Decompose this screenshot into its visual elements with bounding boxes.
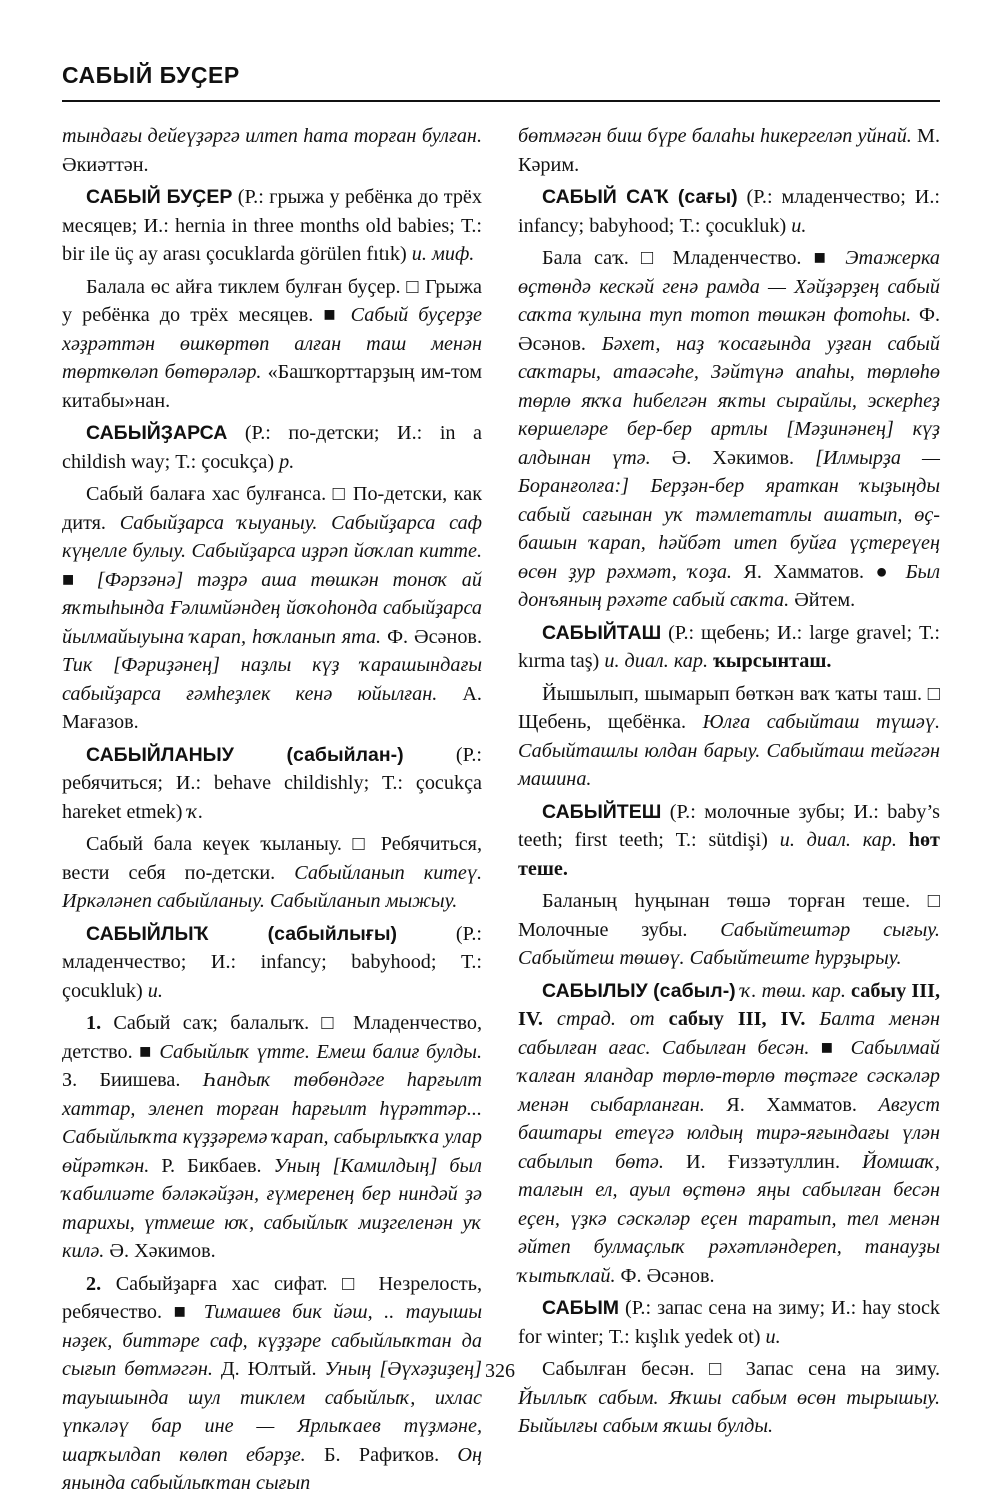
entry-sabylyu bbox=[518, 977, 940, 1291]
source: Д. Юлтый. bbox=[212, 1358, 325, 1380]
example-text: Йыллыҡ сабым. Яҡшы сабым өсөн тырышыу. Быйылғы сабым яҡшы булды. bbox=[518, 1386, 940, 1437]
right-column bbox=[518, 122, 940, 1445]
entry-sabyi-buser bbox=[62, 183, 482, 269]
translations: (Р.: ребячиться; И.: behave childishly; Т.: çocukça hareket etmek) bbox=[62, 743, 482, 823]
example-text: Сабылмай ҡалған яландар төрлө-төрлө төҫтәге сәскәләр менән сыбарланған. bbox=[518, 1036, 940, 1116]
example-text: Балта менән сабылған ағас. Сабылған бесән. bbox=[518, 1008, 940, 1059]
definition: Сабылған бесән. □ Запас сена на зиму. bbox=[542, 1358, 940, 1380]
example-text: Тик [Фәриҙәнең] наҙлы күҙ ҡарашындағы сабыйҙарса ғәмһеҙлек кенә юйылған. bbox=[62, 654, 482, 705]
example-text: [Илмырҙа — Боранғолға:] Берҙән-бер яраткан ҡыҙыңды сабый сағынан уҡ тәмлетатлы ашатып, өҫ-башын ҡарап, һәйбәт итеп буйға үҫтереүең өсөн ҙур рәхмәт, ҡоҙа. bbox=[518, 446, 940, 583]
example-text: тындағы дейеүҙәргә илтеп һата торған булған. bbox=[62, 125, 482, 147]
example-text: [Фәрзәнә] тәҙрә аша төшкән тоноҡ ай яҡтыһында Ғәлимйәндең йоҡоһонда сабыйҙарса йылмайыуына ҡарап, һоҡланып ята. bbox=[62, 568, 482, 648]
entry-sabyitesh bbox=[518, 798, 940, 884]
cross-reference: ҡырсынташ. bbox=[708, 650, 832, 672]
example-text: Тимашев бик йәш, .. тауышы нәҙек, биттәре саф, күҙҙәре сабыйлыҡтан да сығып бөтмәгән. bbox=[62, 1301, 482, 1380]
definition: Сабый бала кеүек ҡыланыу. □ Ребячиться, вести себя по-детски. bbox=[62, 833, 482, 884]
translations: (Р.: младенчество; И.: infancy; babyhood; Т.: çocukluk) bbox=[62, 922, 482, 1002]
translations: (Р.: по-детски; И.: in a childish way; Т.: çocukça) bbox=[62, 422, 482, 473]
marker: ■ bbox=[809, 1036, 851, 1059]
page-number: 326 bbox=[485, 1360, 515, 1382]
cross-reference: сабыу III, IV. bbox=[654, 1008, 806, 1030]
example-text: Бәхет, наҙ ҡосағында уҙған сабый саҡтары, атаәсәһе, Зәйтүнә апаһы, төрлөһө төрлө яҡҡа һибелгән яҡты сырайлы, эскерһеҙ көршеләре бер-бер артлы [Мәҙинәнең] күҙ алдынан үтә. bbox=[518, 332, 941, 469]
source: Я. Хамматов. bbox=[704, 1093, 879, 1116]
example-text: Уның [Әүхәҙиҙең] тауышында шул тиклем сабыйлыҡ, ихлас үпкәләү бар ине — Ярлыҡаев түҙмәне, шарҡылдап көлөп ебәрҙе. bbox=[62, 1358, 482, 1466]
entry-sabyi-sak bbox=[518, 183, 940, 240]
example-text: Уның [Камилдың] был ҡабилиәте бәләкәйҙән, ғүмеренең бер ниндәй ҙә тарихы, үтмеше юҡ, сабыйлыҡ миҙгеленән уҡ килә. bbox=[62, 1154, 482, 1262]
marker: ■ bbox=[62, 568, 97, 591]
source: М. Кәрим. bbox=[518, 125, 940, 176]
example-text: Этажерка өҫтөндә кескәй генә рамда — Хәйҙәрҙең сабый саҡта ҡулына туп тотоп төшкән фотоһы. bbox=[518, 247, 940, 326]
source: Ә. Хәкимов. bbox=[650, 446, 816, 469]
headword: САБЫМ bbox=[542, 1297, 620, 1319]
headword: САБЫЙ САҠ (сағы) bbox=[542, 186, 738, 208]
entry-body bbox=[518, 680, 940, 794]
grammar-label: ҡ. төш. кар. bbox=[735, 979, 846, 1002]
source: Ф. Әсәнов. bbox=[518, 304, 940, 355]
entry-sabyilanyu bbox=[62, 741, 482, 827]
source: Ф. Әсәнов. bbox=[381, 625, 482, 648]
grammar-label: и. bbox=[147, 979, 163, 1002]
sense-number: 2. bbox=[86, 1272, 102, 1295]
example-text: Юлға сабыйташ түшәү. Сабыйташлы юлдан барыу. Сабыйташ тейәгән машина. bbox=[518, 711, 940, 790]
source: «Башҡорттарҙың им-том китабы»нан. bbox=[62, 361, 482, 412]
entry-body bbox=[518, 244, 940, 615]
entry-sabyitash bbox=[518, 619, 940, 676]
definition: Сабый балаға хас булғанса. □ По-детски, как дитя. bbox=[62, 483, 482, 534]
entry-continuation bbox=[518, 122, 940, 179]
example-text: Сабыйлыҡ үтте. Емеш балиғ булды. bbox=[159, 1040, 483, 1063]
grammar-label: и. миф. bbox=[411, 243, 475, 265]
header-rule bbox=[62, 100, 940, 102]
grammar-label: и. диал. кар. bbox=[779, 829, 897, 851]
headword: САБЫЙЛАНЫУ (сабыйлан-) bbox=[86, 743, 404, 766]
entry-body bbox=[62, 480, 482, 737]
running-header bbox=[62, 62, 940, 89]
grammar-label: и. диал. кар. bbox=[604, 650, 709, 672]
sense-1 bbox=[62, 1009, 482, 1266]
source: Б. Рафиҡов. bbox=[305, 1443, 458, 1466]
headword: САБЫЙТАШ bbox=[542, 621, 662, 644]
source: А. Мағазов. bbox=[62, 682, 482, 733]
headword: САБЫЙҘАРСА bbox=[86, 422, 228, 444]
translations: (Р.: молочные зубы; И.: baby’s teeth; first teeth; Т.: sütdişi) bbox=[518, 800, 940, 851]
example-text: Сабыйланып китеү. Иркәләнеп сабыйланыу. Сабыйланып мыжыу. bbox=[62, 861, 482, 912]
grammar-label: р. bbox=[279, 450, 295, 473]
example-text: бөтмәгән биш бүре балаһы һикергеләп уйнай. bbox=[518, 125, 912, 147]
running-title: САБЫЙ БУҪЕР bbox=[62, 62, 240, 88]
source: Әкиәттән. bbox=[62, 153, 149, 176]
grammar-label: и. bbox=[765, 1325, 781, 1348]
cross-reference: сабыу III, IV. bbox=[518, 979, 941, 1030]
example-text: Сабый буҫерҙе хәҙрәттән өшкөртөп алған таш менән төрткөләп бөтөрәләр. bbox=[62, 304, 482, 383]
translations: (Р.: запас сена на зиму; И.: hay stock for winter; Т.: kışlık yedek ot) bbox=[518, 1297, 940, 1348]
translations: (Р.: младенчество; И.: infancy; babyhood; Т.: çocukluk) bbox=[518, 186, 940, 237]
source: Әйтем. bbox=[789, 589, 856, 611]
example-text: Был донъяның рәхәте сабый саҡта. bbox=[518, 560, 940, 611]
definition: Балала өс айға тиклем булған буҫер. □ Грыжа у ребёнка до трёх месяцев. ■ bbox=[62, 275, 482, 326]
grammar-label: и. bbox=[791, 214, 807, 237]
entry-sabyilyk bbox=[62, 920, 482, 1006]
example-text: Сабыйҙарса ҡыуаныу. Сабыйҙарса саф күңелле булыу. Сабыйҙарса иҙрәп йоҡлап китте. bbox=[62, 511, 482, 562]
example-text: Август баштары етеүгә юлдың тирә-яғындағы үлән сабылып бөтә. bbox=[518, 1093, 940, 1173]
source: З. Биишева. bbox=[62, 1069, 203, 1091]
source: И. Ғиззәтуллин. bbox=[663, 1150, 863, 1173]
entry-body bbox=[62, 830, 482, 916]
grammar-label: страд. от bbox=[542, 1008, 655, 1030]
entry-sabym bbox=[518, 1294, 940, 1351]
entry-continuation bbox=[62, 122, 482, 179]
headword: САБЫЙЛЫҠ (сабыйлығы) bbox=[86, 922, 398, 945]
definition: Сабый саҡ; балалыҡ. □ Младенчество, детство. ■ bbox=[62, 1012, 482, 1063]
headword: САБЫЛЫУ (сабыл-) bbox=[542, 979, 736, 1002]
sense-number: 1. bbox=[86, 1012, 102, 1034]
definition: Бала саҡ. □ Младенчество. ■ bbox=[542, 247, 846, 269]
definition: Сабыйҙарға хас сифат. □ Незрелость, ребячество. ■ bbox=[62, 1272, 482, 1323]
translations: (Р.: щебень; И.: large gravel; Т.: kırma taş) bbox=[518, 621, 940, 672]
example-text: Йомшаҡ, талғын ел, ауыл өҫтөнә яңы сабылған бесән еҫен, үҙкә сәскәләр еҫен таратып, тел менән әйтеп булмаҫлыҡ рәхәтләндереп, танауҙы ҡытыҡлай. bbox=[518, 1150, 940, 1287]
headword: САБЫЙТЕШ bbox=[542, 800, 662, 823]
example-text: Сабыйтештәр сығыу. Сабыйтеш төшөү. Сабыйтеште һурҙырыу. bbox=[518, 918, 940, 969]
definition: Баланың һуңынан төшә торған теше. □ Молочные зубы. bbox=[518, 890, 940, 941]
entry-body bbox=[518, 887, 940, 973]
grammar-label: ҡ. bbox=[187, 800, 204, 823]
source: Я. Хамматов. ● bbox=[731, 560, 906, 583]
definition: Йышылып, шымарып бөткән ваҡ ҡаты таш. □ Щебень, щебёнка. bbox=[518, 682, 940, 733]
entry-body bbox=[62, 273, 482, 416]
entry-sabyizarsa bbox=[62, 419, 482, 476]
source: Ф. Әсәнов. bbox=[615, 1264, 715, 1287]
source: Р. Бикбаев. bbox=[149, 1154, 274, 1177]
left-column bbox=[62, 122, 482, 1502]
sense-2 bbox=[62, 1270, 482, 1498]
cross-reference: һөт теше. bbox=[518, 829, 940, 880]
example-text: Оң янында сабыйлыҡтан сығып bbox=[62, 1443, 482, 1494]
source: Ә. Хәкимов. bbox=[104, 1240, 216, 1262]
example-text: Һандыҡ төбөндәге һарғылт хаттар, эленеп торған һарғылт һүрәттәр... Сабыйлыҡта күҙҙәремә ҡарап, сабырлыҡҡа улар өйрәткән. bbox=[62, 1069, 482, 1177]
translations: (Р.: грыжа у ребёнка до трёх месяцев; И.: hernia in three months old babies; Т.: bir ile üç ay arası çocuklarda görülen fıtık) bbox=[62, 186, 482, 265]
headword: САБЫЙ БУҪЕР bbox=[86, 186, 233, 208]
